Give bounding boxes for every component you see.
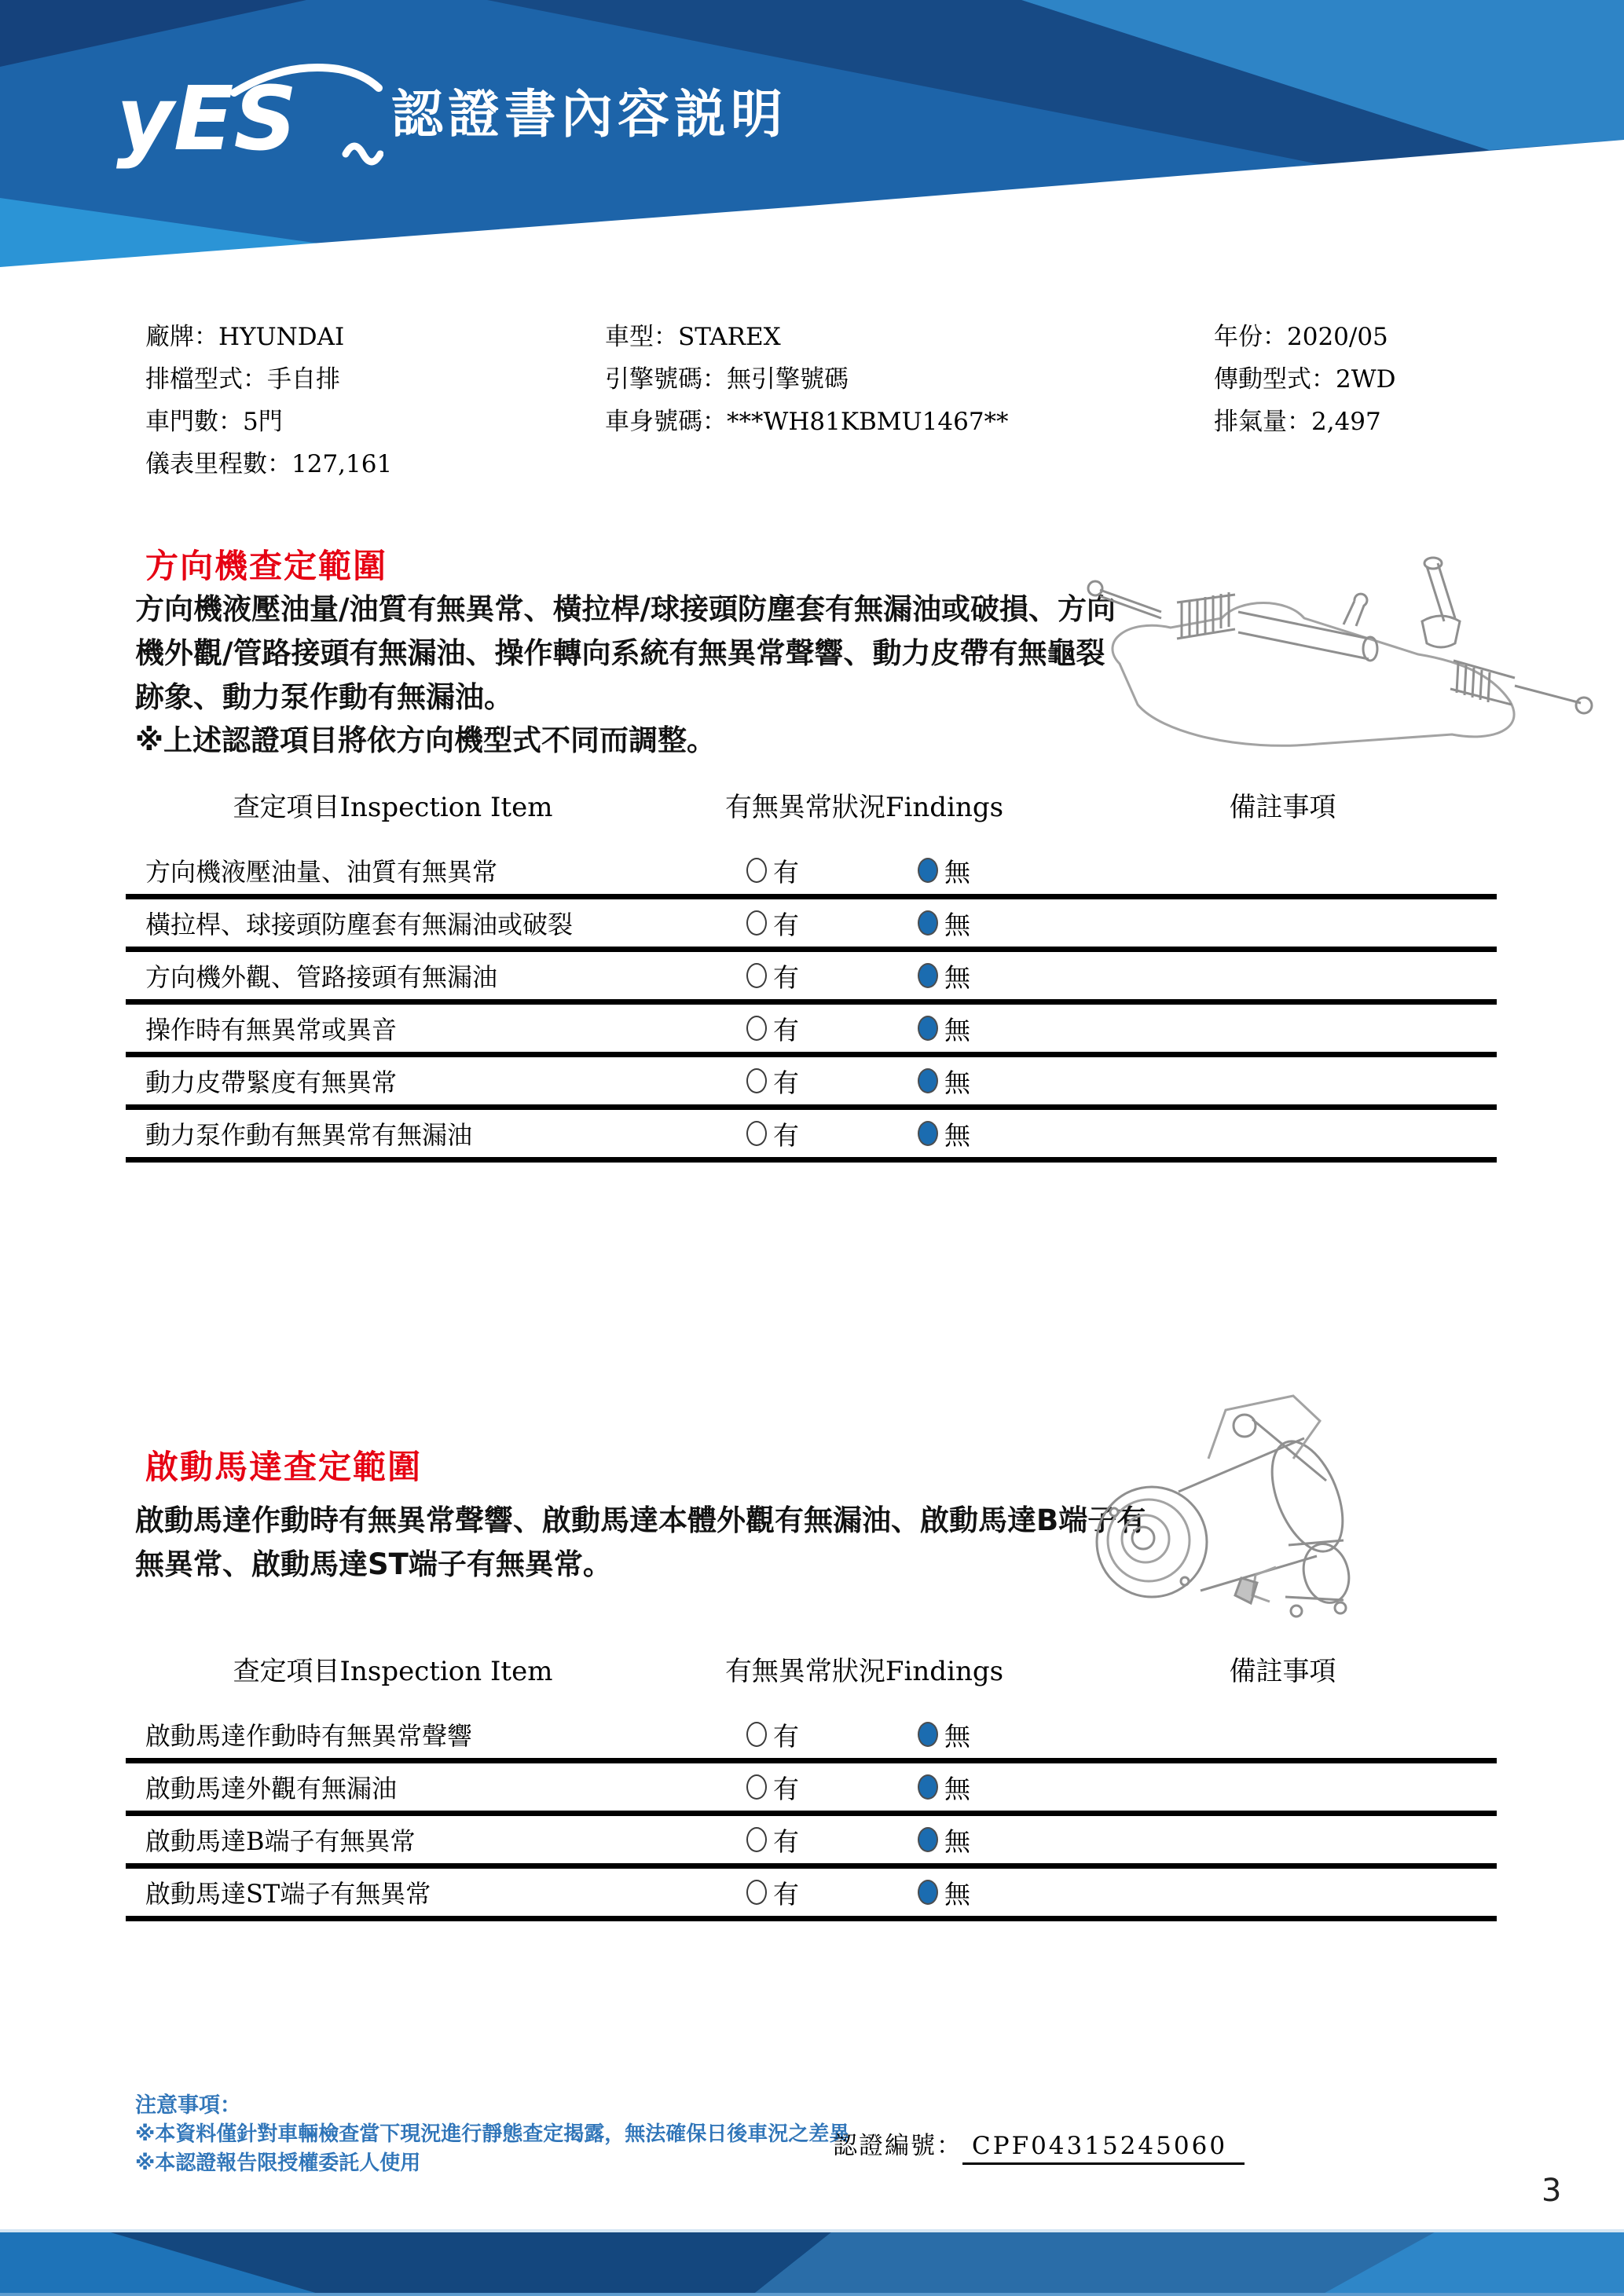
finding-option-absent[interactable]: 無 — [918, 1822, 1153, 1858]
page-number: 3 — [1542, 2173, 1562, 2209]
footer-notes — [135, 2091, 849, 2178]
finding-option-present[interactable]: 有 — [746, 1115, 918, 1152]
vehicle-info-column-2 — [605, 316, 1009, 443]
notice-line: ※本認證報告限授權委託人使用 — [135, 2151, 421, 2175]
inspection-item-label: 動力皮帶緊度有無異常 — [145, 1067, 398, 1097]
table-row — [126, 899, 1497, 952]
notice-title: 注意事項： — [135, 2093, 241, 2118]
radio-selected-icon[interactable] — [918, 1880, 938, 1905]
table-header-row — [126, 1650, 1497, 1711]
remarks-cell — [1153, 1711, 1497, 1758]
info-line-gearbox: 排檔型式：手自排 — [145, 365, 340, 394]
finding-option-present[interactable]: 有 — [746, 852, 918, 889]
finding-option-absent[interactable]: 無 — [918, 1716, 1153, 1753]
vehicle-info-column-1 — [145, 316, 392, 485]
finding-option-present[interactable]: 有 — [746, 905, 918, 942]
car-tail-wave-icon — [346, 146, 380, 162]
radio-selected-icon[interactable] — [918, 963, 938, 988]
radio-unselected-icon[interactable] — [746, 1774, 767, 1800]
finding-option-absent[interactable]: 無 — [918, 1010, 1153, 1047]
finding-option-absent[interactable]: 無 — [918, 905, 1153, 942]
logo-text: yES — [116, 68, 298, 170]
finding-option-absent[interactable]: 無 — [918, 1874, 1153, 1911]
section-title-steering: 方向機查定範圍 — [145, 547, 388, 585]
radio-unselected-icon[interactable] — [746, 1068, 767, 1093]
inspection-item-label: 方向機外觀、管路接頭有無漏油 — [145, 962, 498, 992]
table-row — [126, 847, 1497, 899]
column-header-findings: 有無異常狀況Findings — [724, 792, 1004, 823]
inspection-item-label: 啟動馬達B端子有無異常 — [145, 1826, 416, 1856]
table-header-row — [126, 785, 1497, 847]
radio-selected-icon[interactable] — [918, 1016, 938, 1041]
column-header-inspection-item: 查定項目Inspection Item — [233, 1656, 553, 1687]
remarks-cell — [1153, 899, 1497, 947]
column-header-remarks: 備註事項 — [1229, 792, 1336, 823]
starter-motor-illustration — [1091, 1386, 1362, 1626]
radio-selected-icon[interactable] — [918, 910, 938, 936]
starter-inspection-table — [126, 1650, 1497, 1921]
info-line-mileage: 儀表里程數：127,161 — [145, 450, 393, 478]
table-row — [126, 1711, 1497, 1763]
certification-number-value: CPF04315245060 — [962, 2132, 1245, 2165]
table-row — [126, 1057, 1497, 1110]
notice-line: ※本資料僅針對車輛檢查當下現況進行靜態查定揭露，無法確保日後車況之差異 — [135, 2122, 850, 2146]
finding-option-present[interactable]: 有 — [746, 1716, 918, 1753]
table-row — [126, 1763, 1497, 1816]
section-note-steering: ※上述認證項目將依方向機型式不同而調整。 — [135, 723, 716, 757]
inspection-item-label: 啟動馬達作動時有無異常聲響 — [145, 1721, 473, 1751]
info-line-doors: 車門數：5門 — [145, 408, 283, 436]
table-row — [126, 1816, 1497, 1869]
radio-unselected-icon[interactable] — [746, 1016, 767, 1041]
finding-option-present[interactable]: 有 — [746, 1822, 918, 1858]
remarks-cell — [1153, 1057, 1497, 1104]
finding-option-present[interactable]: 有 — [746, 1010, 918, 1047]
inspection-item-label: 動力泵作動有無異常有無漏油 — [145, 1120, 473, 1150]
inspection-item-label: 啟動馬達ST端子有無異常 — [145, 1879, 431, 1909]
remarks-cell — [1153, 952, 1497, 999]
radio-unselected-icon[interactable] — [746, 963, 767, 988]
radio-selected-icon[interactable] — [918, 1121, 938, 1146]
finding-option-present[interactable]: 有 — [746, 1063, 918, 1100]
finding-option-absent[interactable]: 無 — [918, 852, 1153, 889]
footer-band — [0, 2229, 1624, 2296]
column-header-inspection-item: 查定項目Inspection Item — [233, 792, 553, 823]
finding-option-absent[interactable]: 無 — [918, 1063, 1153, 1100]
table-row — [126, 1869, 1497, 1921]
finding-option-present[interactable]: 有 — [746, 1874, 918, 1911]
radio-unselected-icon[interactable] — [746, 1121, 767, 1146]
remarks-cell — [1153, 1816, 1497, 1863]
info-line-vin: 車身號碼：***WH81KBMU1467** — [605, 408, 1009, 436]
column-header-findings: 有無異常狀況Findings — [724, 1656, 1004, 1687]
finding-option-absent[interactable]: 無 — [918, 1769, 1153, 1806]
steering-inspection-table — [126, 785, 1497, 1163]
info-line-displacement: 排氣量：2,497 — [1214, 408, 1381, 436]
table-row — [126, 1005, 1497, 1057]
inspection-item-label: 方向機液壓油量、油質有無異常 — [145, 857, 498, 887]
section-description-steering: 方向機液壓油量/油質有無異常、橫拉桿/球接頭防塵套有無漏油或破損、方向機外觀/管路接頭有無漏油、操作轉向系統有無異常聲響、動力皮帶有無龜裂跡象、動力泵作動有無漏油。 — [135, 592, 1116, 714]
certification-number-label: 認證編號： — [833, 2132, 962, 2160]
info-line-model: 車型：STAREX — [605, 323, 781, 351]
yes-logo — [116, 57, 383, 174]
radio-selected-icon[interactable] — [918, 858, 938, 883]
section-title-starter: 啟動馬達查定範圍 — [145, 1448, 423, 1486]
certification-number-line — [833, 2126, 1245, 2161]
radio-selected-icon[interactable] — [918, 1827, 938, 1852]
info-line-drivetrain: 傳動型式：2WD — [1214, 365, 1396, 394]
radio-unselected-icon[interactable] — [746, 1880, 767, 1905]
finding-option-present[interactable]: 有 — [746, 1769, 918, 1806]
radio-selected-icon[interactable] — [918, 1774, 938, 1800]
radio-selected-icon[interactable] — [918, 1068, 938, 1093]
finding-option-present[interactable]: 有 — [746, 958, 918, 994]
info-line-brand: 廠牌：HYUNDAI — [145, 323, 345, 351]
header-banner — [0, 0, 1624, 283]
vehicle-info-column-3 — [1214, 316, 1395, 443]
column-header-remarks: 備註事項 — [1229, 1656, 1336, 1687]
remarks-cell — [1153, 1869, 1497, 1916]
radio-unselected-icon[interactable] — [746, 1827, 767, 1852]
radio-unselected-icon[interactable] — [746, 1722, 767, 1747]
table-row — [126, 952, 1497, 1005]
radio-unselected-icon[interactable] — [746, 858, 767, 883]
inspection-item-label: 橫拉桿、球接頭防塵套有無漏油或破裂 — [145, 910, 574, 939]
steering-rack-illustration — [1084, 546, 1595, 750]
inspection-item-label: 啟動馬達外觀有無漏油 — [145, 1774, 398, 1803]
page-title: 認證書內容説明 — [391, 84, 787, 145]
remarks-cell — [1153, 1110, 1497, 1157]
info-line-engine-no: 引擎號碼：無引擎號碼 — [605, 365, 849, 394]
finding-option-absent[interactable]: 無 — [918, 958, 1153, 994]
section-description-starter: 啟動馬達作動時有無異常聲響、啟動馬達本體外觀有無漏油、啟動馬達B端子有無異常、啟動馬達ST端子有無異常。 — [135, 1503, 1146, 1581]
finding-option-absent[interactable]: 無 — [918, 1115, 1153, 1152]
radio-unselected-icon[interactable] — [746, 910, 767, 936]
radio-selected-icon[interactable] — [918, 1722, 938, 1747]
remarks-cell — [1153, 1763, 1497, 1811]
info-line-year: 年份：2020/05 — [1214, 323, 1388, 351]
inspection-item-label: 操作時有無異常或異音 — [145, 1015, 398, 1045]
remarks-cell — [1153, 847, 1497, 894]
remarks-cell — [1153, 1005, 1497, 1052]
table-row — [126, 1110, 1497, 1163]
